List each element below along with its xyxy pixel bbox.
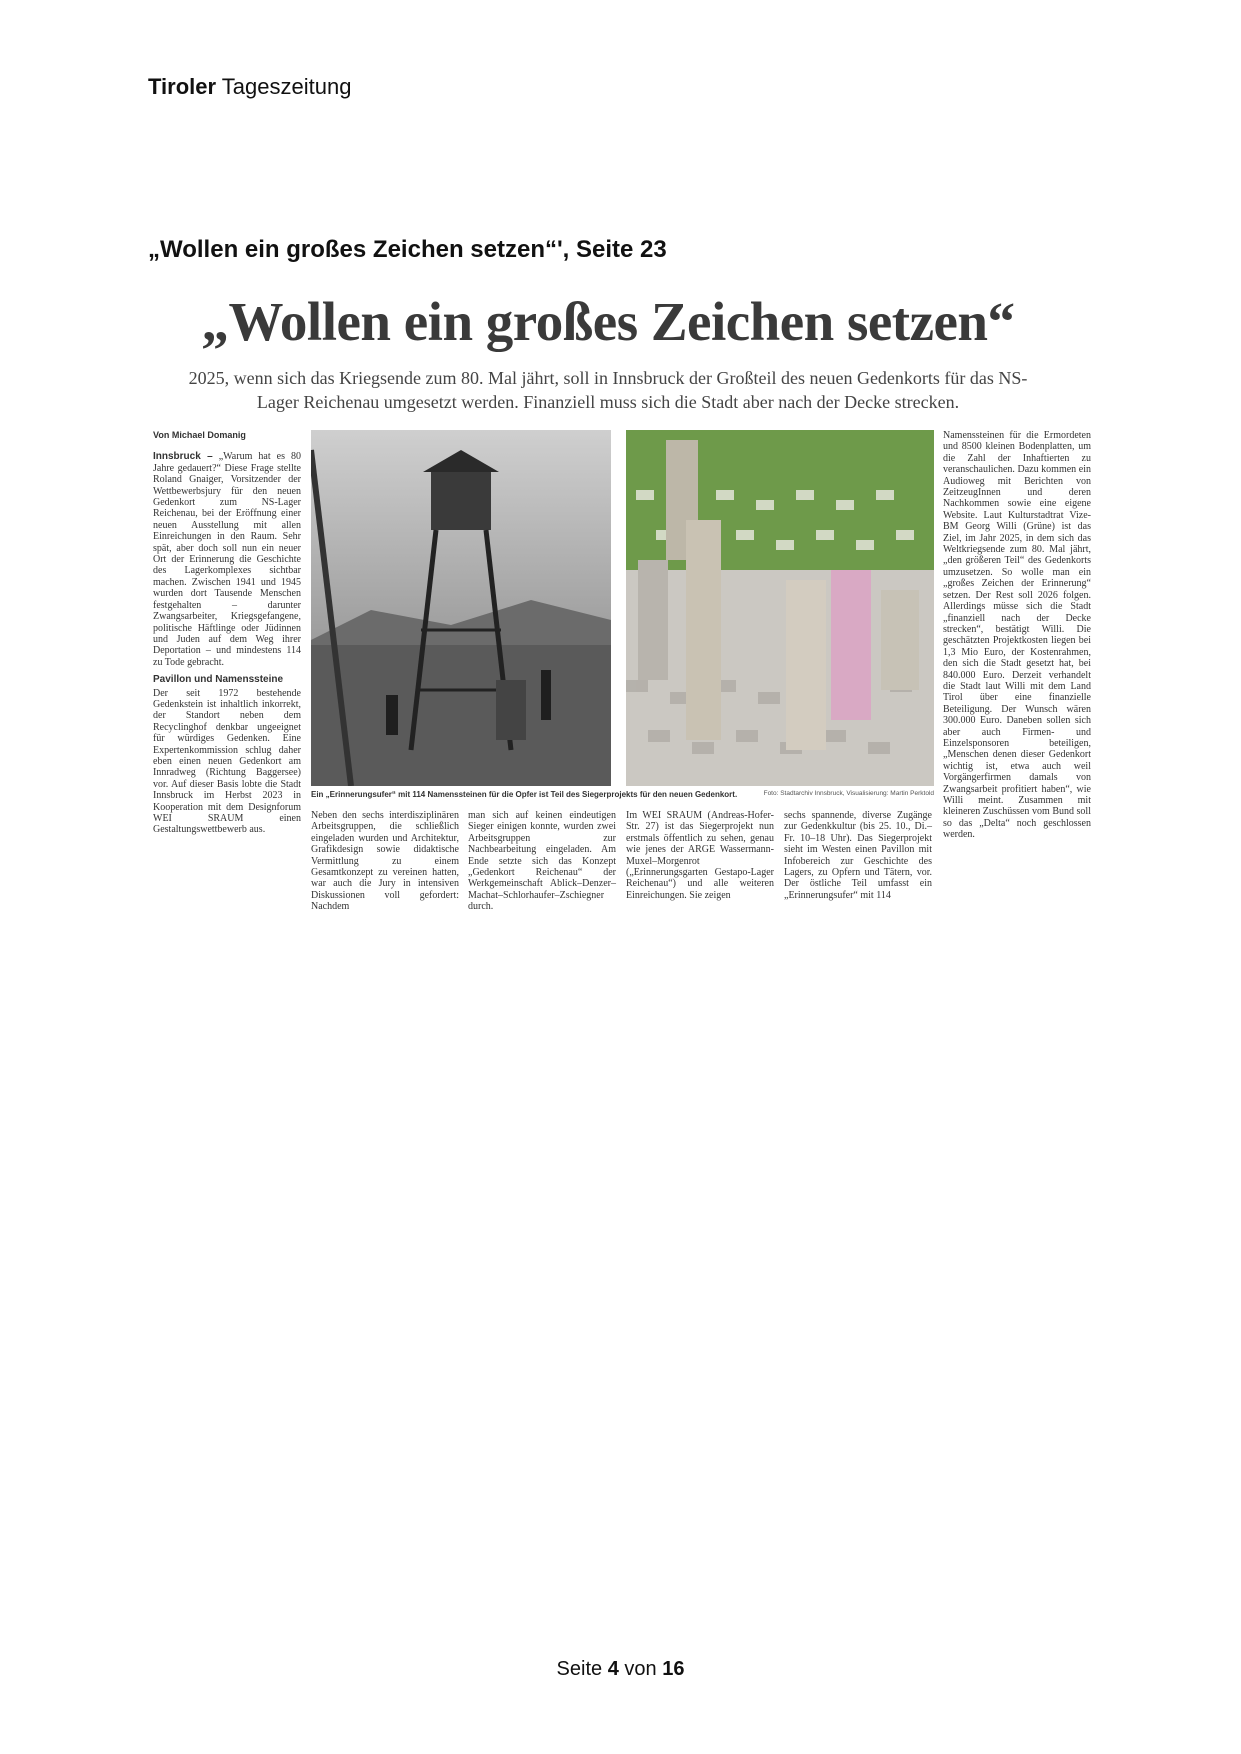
publication-header — [148, 74, 351, 100]
memorial-visualization-image — [626, 430, 934, 786]
column-5-text: sechs spannende, diverse Zugänge zur Gedenkkultur (bis 25. 10., Di.–Fr. 10–18 Uhr). Das Siegerprojekt sieht im Westen einen Pavillon mit Infobereich zur Geschichte des Lagers, zu Opfern und Tätern, vor. Der östliche Teil umfasst ein „Erinnerungsufer“ mit 114 — [784, 810, 932, 901]
photo-credit: Foto: Stadtarchiv Innsbruck, Visualisierung: Martin Perktold — [763, 790, 934, 797]
column-3-text: man sich auf keinen eindeutigen Sieger einigen konnte, wurden zwei Arbeitsgruppen zur Nachbearbeitung eingeladen. Am Ende setzte sich das Konzept „Gedenkort Reichenau“ der Werkgemeinschaft Ablick–Denzer–Machat–Schlorhaufer–Zschiegner durch. — [468, 810, 616, 913]
footer-page-number: 4 — [607, 1658, 619, 1680]
newspaper-clipping — [148, 290, 1091, 940]
subheading: Pavillon und Namenssteine — [153, 674, 284, 686]
byline: Von Michael Domanig — [153, 430, 246, 440]
footer-of: von — [624, 1658, 657, 1680]
column-6-text: Namenssteinen für die Ermordeten und 8500 kleinen Bodenplatten, um die Zahl der Inhaftierten zu veranschaulichen. Dazu kommen ein Audioweg mit Berichten von ZeitzeugInnen und deren Nachkommen sowie eine eigene Website. Laut Kulturstadtrat Vize-BM Georg Willi (Grüne) ist das Ziel, im Jahr 2025, in dem sich das Weltkriegsende zum 80. Mal jährt, „den größeren Teil“ des Gedenkorts umzusetzen. So wolle man ein „großes Zeichen der Erinnerung“ setzen. Der Rest soll 2026 folgen. Allerdings müsse sich die Stadt „finanziell nach der Decke strecken“, bestätigt Willi. Die geschätzten Projektkosten liegen bei 1,3 Mio Euro, der Kostenrahmen, den sich die Stadt gesetzt hat, bei 840.000 Euro. Derzeit verhandelt die Stadt laut Willi mit dem Land Tirol über eine finanzielle Beteiligung. Der Wunsch wären 300.000 Euro. Daneben sollen sich aber auch Firmen- und Einzelsponsoren beteiligen, „Menschen denen dieser Gedenkort wichtig ist, etwa auch weil Vorgängerfirmen damals von Zwangsarbeit profitiert haben“, wie Willi meint. Zusammen mit kleineren Zuschüssen vom Bund soll so das „Delta“ noch geschlossen werden. — [943, 430, 1091, 841]
footer-total-pages: 16 — [662, 1658, 685, 1680]
page-footer — [0, 1658, 1241, 1681]
article-column-3 — [468, 810, 616, 913]
lead-place: Innsbruck – — [153, 451, 213, 463]
document-title: „Wollen ein großes Zeichen setzen“', Seite 23 — [148, 236, 667, 263]
column-2-text: Neben den sechs interdisziplinären Arbeitsgruppen, die schließlich eingeladen wurden und Architektur, Grafikdesign sowie didaktische Vermittlung zu einem Gesamtkonzept zu vereinen hatten, war auch die Jury in intensiven Diskussionen voll gefordert: Nachdem — [311, 810, 459, 913]
caption-text: Ein „Erinnerungsufer“ mit 114 Namenssteinen für die Opfer ist Teil des Siegerprojekts für den neuen Gedenkort. — [311, 790, 738, 799]
article-column-2 — [311, 810, 459, 913]
article-subtitle: 2025, wenn sich das Kriegsende zum 80. Mal jährt, soll in Innsbruck der Großteil des neuen Gedenkorts für das NS-Lager Reichenau umgesetzt werden. Finanziell muss sich die Stadt aber nach der Decke strecken. — [188, 368, 1028, 412]
article-headline: „Wollen ein großes Zeichen setzen“ — [201, 291, 1015, 352]
photo-caption — [311, 790, 934, 799]
brand-bold: Tiroler — [148, 74, 217, 99]
column-4-text: Im WEI SRAUM (Andreas-Hofer-Str. 27) ist das Siegerprojekt nun erstmals öffentlich zu sehen, genau wie jenes der ARGE Wassermann-Muxel–Morgenrot („Erinnerungsgarten Gestapo-Lager Reichenau“) und alle weiteren Einreichungen. Sie zeigen — [626, 810, 774, 901]
article-column-6 — [943, 430, 1091, 841]
article-column-4 — [626, 810, 774, 901]
column-1-text-2: Der seit 1972 bestehende Gedenkstein ist inhaltlich inkorrekt, der Standort neben dem Recyclinghof denkbar ungeeignet für würdiges Gedenken. Eine Expertenkommission schlug daher eben einen neuen Gedenkort am Innradweg (Richtung Baggersee) vor. Auf dieser Basis lobte die Stadt Innsbruck im Herbst 2023 in Kooperation mit dem Designforum WEI SRAUM einen Gestaltungswettbewerb aus. — [153, 687, 301, 836]
brand-rest: Tageszeitung — [221, 74, 352, 99]
historical-watchtower-photo — [311, 430, 611, 786]
article-column-5 — [784, 810, 932, 901]
footer-prefix: Seite — [556, 1658, 603, 1680]
column-1-text: „Warum hat es 80 Jahre gedauert?“ Diese Frage stellte Roland Gnaiger, Vorsitzender der Wettbewerbsjury für den neuen Gedenkort zum NS-Lager Reichenau, bei der Eröffnung einer neuen Ausstellung mit allen Einreichungen in den Raum. Sehr spät, aber doch soll nun ein neuer Ort der Erinnerung die Geschichte des Lagerkomplexes sichtbar machen. Zwischen 1941 und 1945 wurden dort Tausende Menschen festgehalten – darunter Zwangsarbeiter, Kriegsgefangene, politische Häftlinge oder Jüdinnen und Juden auf dem Weg ihrer Deportation – und mindestens 114 zu Tode gebracht. — [153, 451, 302, 668]
article-column-1 — [153, 430, 301, 836]
